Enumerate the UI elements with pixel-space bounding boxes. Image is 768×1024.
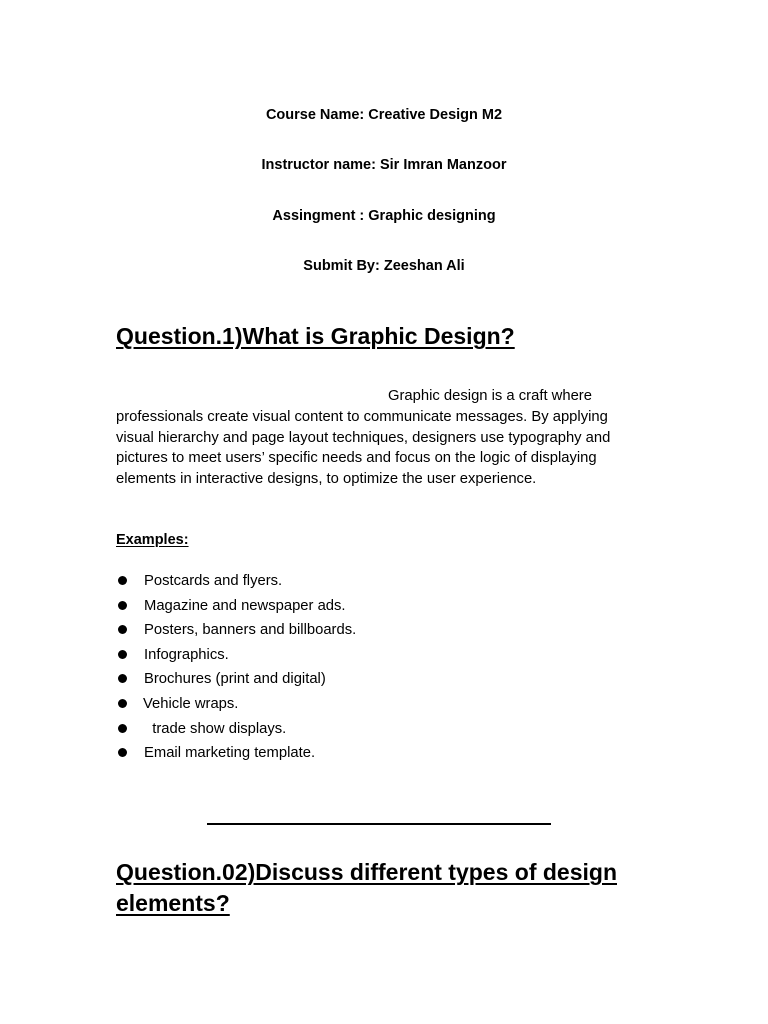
list-item-text: Infographics. (144, 646, 229, 663)
bullet-icon (118, 650, 127, 659)
bullet-icon (118, 724, 127, 733)
bullet-icon (118, 601, 127, 610)
assignment-title: Assingment : Graphic designing (272, 208, 496, 224)
instructor-name: Instructor name: Sir Imran Manzoor (261, 157, 507, 173)
bullet-icon (118, 748, 127, 757)
list-item-text: Vehicle wraps. (143, 695, 239, 712)
bullet-icon (118, 625, 127, 634)
answer-rest: professionals create visual content to communicate messages. By applying visual hierarchy and page layout techniques, designers use typography and pictures to meet users’ specific needs and focus on the logic of displaying elements in interactive designs, to optimize the user experience. (116, 408, 611, 488)
section-divider (207, 823, 551, 825)
question-2-heading: Question.02)Discuss different types of design elements? (116, 859, 617, 916)
list-item-text: trade show displays. (144, 720, 287, 737)
list-item-text: Magazine and newspaper ads. (144, 597, 346, 614)
question-1-heading: Question.1)What is Graphic Design? (116, 323, 515, 349)
bullet-icon (118, 674, 127, 683)
list-item-text: Brochures (print and digital) (144, 671, 326, 688)
examples-label: Examples: (116, 532, 189, 548)
course-name: Course Name: Creative Design M2 (265, 107, 503, 123)
list-item-text: Posters, banners and billboards. (144, 622, 357, 639)
answer-first-line: Graphic design is a craft where (388, 388, 592, 404)
list-item-text: Postcards and flyers. (144, 573, 283, 589)
question-1-answer (116, 386, 646, 490)
bullet-icon (118, 576, 127, 585)
list-item-text: Email marketing template. (144, 745, 316, 762)
submitted-by: Submit By: Zeeshan Ali (303, 258, 465, 274)
bullet-icon (118, 699, 127, 708)
